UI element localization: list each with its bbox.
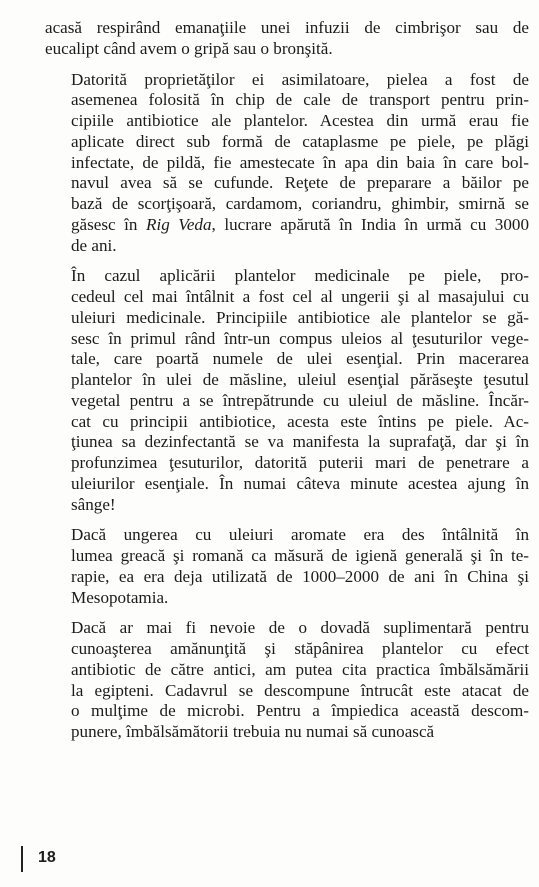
text-line: cedeul cel mai întâlnit a fost cel al ungerii şi al masajului cu xyxy=(71,287,529,306)
paragraph xyxy=(45,70,529,257)
paragraph xyxy=(45,525,529,608)
text-line: tale, care poartă numele de ulei esenţial. Prin macerarea xyxy=(71,349,529,369)
text-line: cat cu principii antibiotice, acesta este întins pe piele. Ac- xyxy=(71,411,529,431)
text-line: rapie, ea era deja utilizată de 1000–2000 de ani în China şi xyxy=(71,566,529,586)
paragraph xyxy=(45,266,529,515)
text-line: navul avea să se cufunde. Reţete de preparare a băilor pe xyxy=(71,173,529,193)
text-line: Datorită proprietăţilor ei asimilatoare, pielea a fost de xyxy=(71,69,529,89)
text-line: cunoaşterea amănunţită şi stăpânirea plantelor cu efect xyxy=(71,639,529,658)
book-title: Rig Veda xyxy=(146,214,212,234)
text-line: sesc în primul rând într-un compus uleios al ţesuturilor vege- xyxy=(71,328,529,348)
text-line: uleiurilor esenţiale. În numai câteva minute acestea ajung în xyxy=(71,473,529,493)
text-line: aplicate direct sub formă de cataplasme pe piele, pe plăgi xyxy=(71,131,529,151)
text-line: Dacă ungerea cu uleiuri aromate era des întâlnită în xyxy=(71,525,529,545)
text-line: asemenea folosită în chip de cale de transport pentru prin- xyxy=(71,90,529,110)
text-line: plantelor în ulei de măsline, uleiul esenţial părăseşte ţesutul xyxy=(71,370,529,389)
page-number: 18 xyxy=(38,849,56,866)
text-line: cipiile antibiotice ale plantelor. Acestea din urmă erau fie xyxy=(71,111,529,130)
footer-rule xyxy=(21,846,23,872)
text-line: la egipteni. Cadavrul se descompune întrucât este atacat de xyxy=(71,680,529,700)
text-line: acasă respirând emanaţiile unei infuzii de cimbrişor sau de xyxy=(45,18,529,37)
text-line: antibiotic de către antici, am putea cita practica îmbălsămării xyxy=(71,659,529,679)
paragraph xyxy=(45,618,529,743)
text-line: găsesc în Rig Veda, lucrare apărută în India în urmă cu 3000 xyxy=(71,214,529,234)
text-line: infectate, de pildă, fie amestecate în apa din baia în care bol- xyxy=(71,152,529,172)
text-line: ţiunea sa dezinfectantă se va manifesta la suprafaţă, dar şi în xyxy=(71,432,529,452)
text-line: punere, îmbălsămătorii trebuia nu numai să cunoască xyxy=(71,722,435,741)
paragraph xyxy=(45,18,529,60)
text-line: bază de scorţişoară, cardamom, coriandru, ghimbir, smirnă se xyxy=(71,194,529,213)
text-line: În cazul aplicării plantelor medicinale pe piele, pro- xyxy=(71,266,529,286)
text-line: vegetal pentru a se întrepătrunde cu uleiul de măsline. Încăr- xyxy=(71,390,529,410)
text-line: profunzimea ţesuturilor, datorită puterii mari de penetrare a xyxy=(71,453,529,472)
text-line: sânge! xyxy=(71,494,116,514)
text-line: Mesopotamia. xyxy=(71,587,169,607)
text-line: lumea greacă şi romană ca măsură de igienă generală şi în te- xyxy=(71,546,529,565)
text-line: eucalipt când avem o gripă sau o bronşită. xyxy=(45,38,333,58)
text-line: o mulţime de microbi. Pentru a împiedica această descom- xyxy=(71,701,529,721)
text-line: de ani. xyxy=(71,235,117,255)
text-line: uleiuri medicinale. Principiile antibiotice ale plantelor se gă- xyxy=(71,307,529,327)
text-line: Dacă ar mai fi nevoie de o dovadă suplimentară pentru xyxy=(71,618,529,638)
body-text xyxy=(45,18,529,753)
